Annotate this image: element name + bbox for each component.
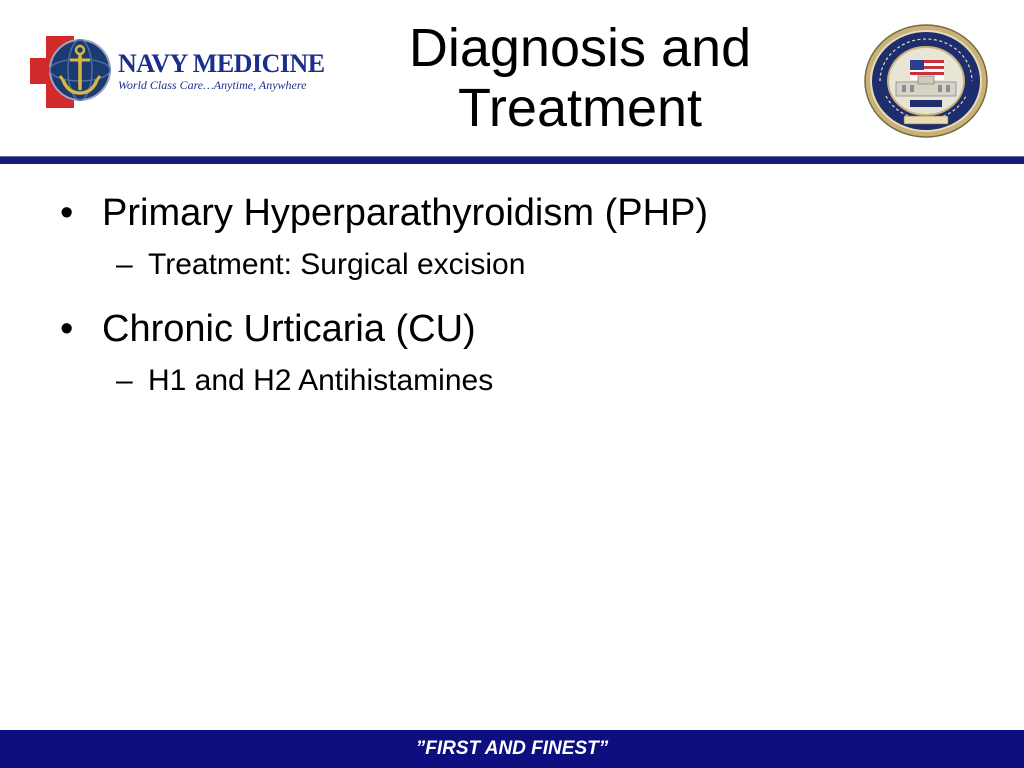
logo-name: NAVY MEDICINE — [118, 49, 325, 78]
logo-text — [118, 49, 325, 92]
bullet-text: Chronic Urticaria (CU) — [102, 308, 476, 350]
title-line-1: Diagnosis and — [408, 18, 752, 78]
bullet-cu — [60, 306, 980, 352]
title-divider — [0, 156, 1024, 164]
bullet-php — [60, 190, 980, 236]
sub-bullet-php-treatment — [60, 246, 980, 284]
bullet-marker: • — [60, 308, 74, 350]
footer-motto: ”FIRST AND FINEST” — [415, 738, 609, 759]
red-cross-anchor-icon — [30, 30, 120, 110]
sub-bullet-text: H1 and H2 Antihistamines — [148, 364, 494, 397]
navy-medicine-logo — [30, 30, 325, 110]
bullet-text: Primary Hyperparathyroidism (PHP) — [102, 192, 709, 234]
sub-bullet-text: Treatment: Surgical excision — [148, 248, 526, 281]
title-line-2: Treatment — [457, 78, 703, 138]
sub-bullet-marker: – — [116, 248, 133, 281]
sub-bullet-cu-treatment — [60, 362, 980, 400]
bullet-marker: • — [60, 192, 74, 234]
naval-medical-center-seal-icon — [862, 22, 990, 140]
footer-bar — [0, 730, 1024, 768]
logo-tagline: World Class Care…Anytime, Anywhere — [118, 78, 307, 92]
slide-title — [300, 18, 860, 138]
sub-bullet-marker: – — [116, 364, 133, 397]
slide-body — [60, 190, 980, 422]
